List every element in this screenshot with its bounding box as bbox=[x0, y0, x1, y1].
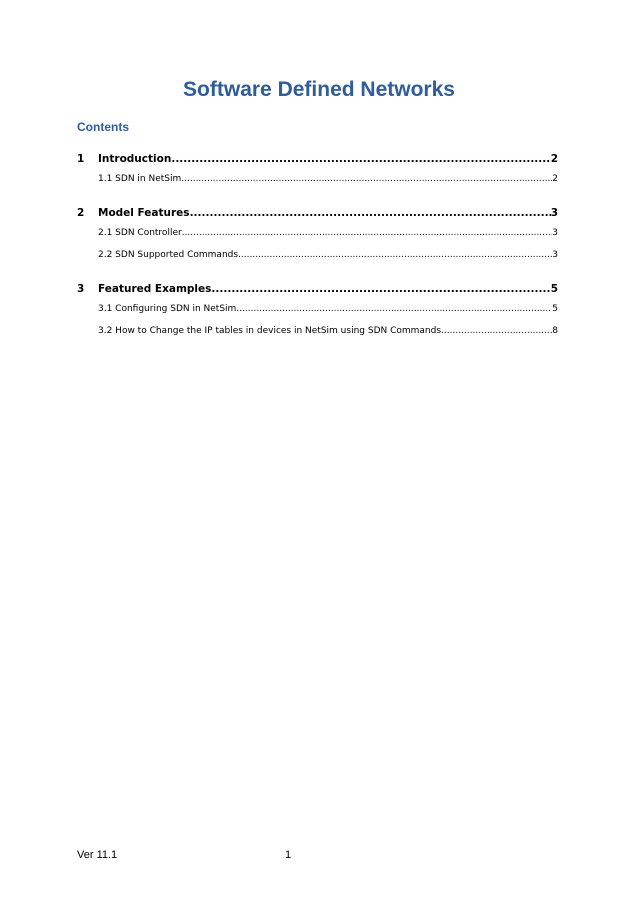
toc-dot-leader bbox=[236, 301, 552, 318]
toc-page-number: 3 bbox=[552, 250, 558, 260]
toc-dot-leader bbox=[238, 247, 552, 264]
toc-section-number: 3 bbox=[77, 283, 85, 295]
document-title: Software Defined Networks bbox=[183, 78, 455, 101]
toc-page-number: 3 bbox=[550, 207, 558, 219]
toc-section-number: 2 bbox=[77, 207, 85, 219]
footer-page-number: 1 bbox=[285, 849, 292, 861]
toc-page-number: 5 bbox=[550, 283, 558, 295]
toc-entry-sdn-supported-commands[interactable] bbox=[77, 247, 558, 264]
contents-heading: Contents bbox=[77, 120, 129, 134]
toc-entry-model-features[interactable] bbox=[77, 204, 558, 222]
toc-entry-title: 3.1 Configuring SDN in NetSim bbox=[98, 304, 237, 314]
toc-page-number: 2 bbox=[550, 153, 558, 165]
toc-entry-introduction[interactable] bbox=[77, 150, 558, 168]
toc-section-1 bbox=[77, 150, 558, 188]
toc-dot-leader bbox=[171, 150, 550, 168]
table-of-contents bbox=[77, 150, 558, 356]
toc-entry-title: Model Features bbox=[98, 207, 190, 219]
toc-page-number: 3 bbox=[552, 228, 558, 238]
toc-entry-title: Featured Examples bbox=[98, 283, 212, 295]
toc-section-3 bbox=[77, 280, 558, 340]
toc-entry-title: Introduction bbox=[98, 153, 172, 165]
toc-dot-leader bbox=[190, 204, 551, 222]
footer-version: Ver 11.1 bbox=[77, 849, 118, 861]
toc-entry-sdn-in-netsim[interactable] bbox=[77, 171, 558, 188]
toc-page-number: 8 bbox=[552, 326, 558, 336]
toc-page-number: 5 bbox=[552, 304, 558, 314]
toc-entry-title: 1.1 SDN in NetSim bbox=[98, 174, 182, 184]
toc-entry-title: 3.2 How to Change the IP tables in devices in NetSim using SDN Commands bbox=[98, 326, 442, 336]
toc-entry-configuring-sdn[interactable] bbox=[77, 301, 558, 318]
toc-entry-title: 2.1 SDN Controller bbox=[98, 228, 182, 238]
toc-entry-title: 2.2 SDN Supported Commands bbox=[98, 250, 239, 260]
toc-dot-leader bbox=[182, 225, 553, 242]
toc-entry-change-ip-tables[interactable] bbox=[77, 323, 558, 340]
toc-entry-featured-examples[interactable] bbox=[77, 280, 558, 298]
toc-dot-leader bbox=[181, 171, 552, 188]
toc-dot-leader bbox=[211, 280, 550, 298]
toc-dot-leader bbox=[441, 323, 552, 340]
toc-section-number: 1 bbox=[77, 153, 85, 165]
toc-section-2 bbox=[77, 204, 558, 264]
toc-entry-sdn-controller[interactable] bbox=[77, 225, 558, 242]
toc-page-number: 2 bbox=[552, 174, 558, 184]
